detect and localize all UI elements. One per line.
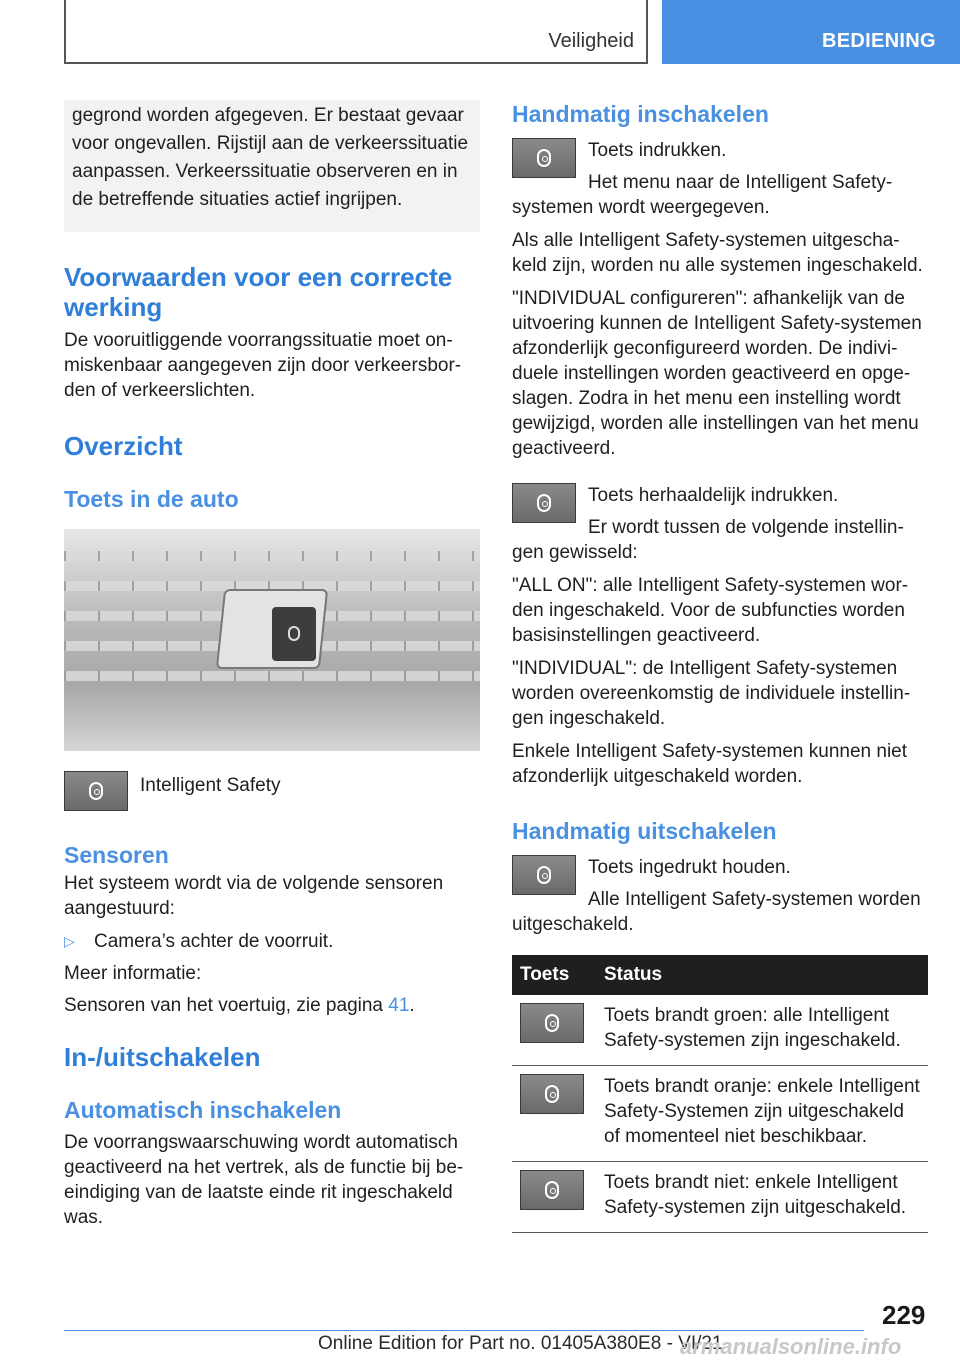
step-text: Toets indrukken.	[588, 140, 727, 161]
header-chapter-label: BEDIENING	[822, 30, 936, 52]
heading-handmatig-inschakelen: Handmatig inschakelen	[512, 101, 769, 127]
icon-caption-row	[64, 771, 480, 811]
step-result: Het menu naar de Intelligent Safety-systemen wordt weergegeven.	[512, 172, 893, 218]
paragraph-enkele-systemen: Enkele Intelligent Safety-systemen kunnen niet afzonderlijk uitgeschakeld worden.	[512, 741, 908, 787]
heading-toets-in-de-auto: Toets in de auto	[64, 486, 239, 512]
reference-end: .	[409, 995, 415, 1016]
watermark-text: armanualsonline.info	[680, 1334, 902, 1359]
car-button-photo	[64, 529, 480, 751]
intelligent-safety-icon	[512, 483, 576, 523]
page-link[interactable]: 41	[388, 995, 410, 1016]
paragraph-individual: "INDIVIDUAL": de Intelligent Safety-systemen worden overeenkomstig de individuele instellingen ingeschakeld.	[512, 658, 911, 729]
heading-voorwaarden: Voorwaarden voor een correcte werking	[64, 262, 453, 322]
list-item-text: Camera’s achter de voorruit.	[94, 931, 334, 952]
heading-sensoren: Sensoren	[64, 842, 169, 868]
step-text: Toets herhaaldelijk indrukken.	[588, 485, 839, 506]
button-orange-icon	[520, 1074, 584, 1114]
intelligent-safety-icon	[512, 138, 576, 178]
reference-text: Sensoren van het voertuig, zie pagina	[64, 995, 389, 1016]
paragraph-individual-configureren: "INDIVIDUAL configureren": afhankelijk van de uitvoering kunnen de Intelligent Safety-systemen afzonderlijk geconfigureerd worden. De individuele instellingen worden geactiveerd en opgeslagen. Zodra in het menu een instelling wordt gewijzigd, worden alle instellingen van het menu geactiveerd.	[512, 288, 922, 459]
intelligent-safety-button-photo	[272, 607, 316, 661]
list-item	[64, 929, 480, 954]
paragraph-automatisch-inschakelen: De voorrangswaarschuwing wordt automatisch geactiveerd na het vertrek, als de functie bij beeindiging van de laatste einde rit ingeschakeld was.	[64, 1132, 464, 1228]
header-section-label: Veiligheid	[548, 30, 634, 52]
paragraph-voorwaarden: De vooruitliggende voorrangssituatie moet onmiskenbaar aangegeven zijn door verkeersborden of verkeerslichten.	[64, 330, 462, 401]
button-green-icon	[520, 1003, 584, 1043]
header-section-tab	[64, 0, 648, 64]
status-cell: Toets brandt oranje: enkele Intelligent Safety-Systemen zijn uitgeschakeld of momenteel niet beschikbaar.	[596, 1066, 928, 1162]
paragraph-all-on: "ALL ON": alle Intelligent Safety-systemen worden ingeschakeld. Voor de subfuncties worden basisinstellingen geactiveerd.	[512, 575, 909, 646]
page-number: 229	[882, 1300, 926, 1330]
bullet-triangle-icon: ▷	[64, 933, 75, 949]
table-header-status: Status	[596, 955, 928, 995]
status-cell: Toets brandt groen: alle Intelligent Safety-systemen zijn ingeschakeld.	[596, 995, 928, 1066]
paragraph-sensoren-reference	[64, 993, 480, 1018]
table-row	[512, 1066, 928, 1162]
step-row	[512, 483, 928, 565]
intelligent-safety-icon	[512, 855, 576, 895]
step-text: Toets ingedrukt houden.	[588, 857, 791, 878]
paragraph-sensoren: Het systeem wordt via de volgende sensoren aangestuurd:	[64, 873, 444, 919]
heading-automatisch-inschakelen: Automatisch inschakelen	[64, 1097, 342, 1123]
button-off-icon	[520, 1170, 584, 1210]
left-column	[64, 100, 480, 1230]
footer-divider	[64, 1330, 864, 1331]
paragraph-meer-informatie: Meer informatie:	[64, 963, 202, 984]
step-row	[512, 138, 928, 220]
right-column	[512, 100, 928, 1233]
footer-edition: Online Edition for Part no. 01405A380E8 - VI/21	[318, 1333, 723, 1354]
heading-in-uitschakelen: In-/uitschakelen	[64, 1042, 261, 1072]
paragraph-alle-systemen: Als alle Intelligent Safety-systemen uitgeschakeld zijn, worden nu alle systemen ingeschakeld.	[512, 230, 923, 276]
step-row	[512, 855, 928, 937]
warning-continuation-box: gegrond worden afgegeven. Er bestaat gevaar voor ongevallen. Rijstijl aan de verkeerssituatie aanpassen. Verkeerssituatie observeren en in de betreffende situaties actief ingrijpen.	[64, 100, 480, 232]
step-result: Er wordt tussen de volgende instellingen gewisseld:	[512, 517, 904, 563]
table-row	[512, 1162, 928, 1233]
icon-caption: Intelligent Safety	[140, 775, 281, 796]
heading-handmatig-uitschakelen: Handmatig uitschakelen	[512, 818, 777, 844]
step-result: Alle Intelligent Safety-systemen worden uitgeschakeld.	[512, 889, 921, 935]
table-row	[512, 995, 928, 1066]
status-cell: Toets brandt niet: enkele Intelligent Safety-systemen zijn uitgeschakeld.	[596, 1162, 928, 1233]
intelligent-safety-icon	[64, 771, 128, 811]
header-chapter-tab	[662, 0, 960, 64]
heading-overzicht: Overzicht	[64, 431, 183, 461]
table-header-toets: Toets	[512, 955, 596, 995]
status-table	[512, 955, 928, 1233]
